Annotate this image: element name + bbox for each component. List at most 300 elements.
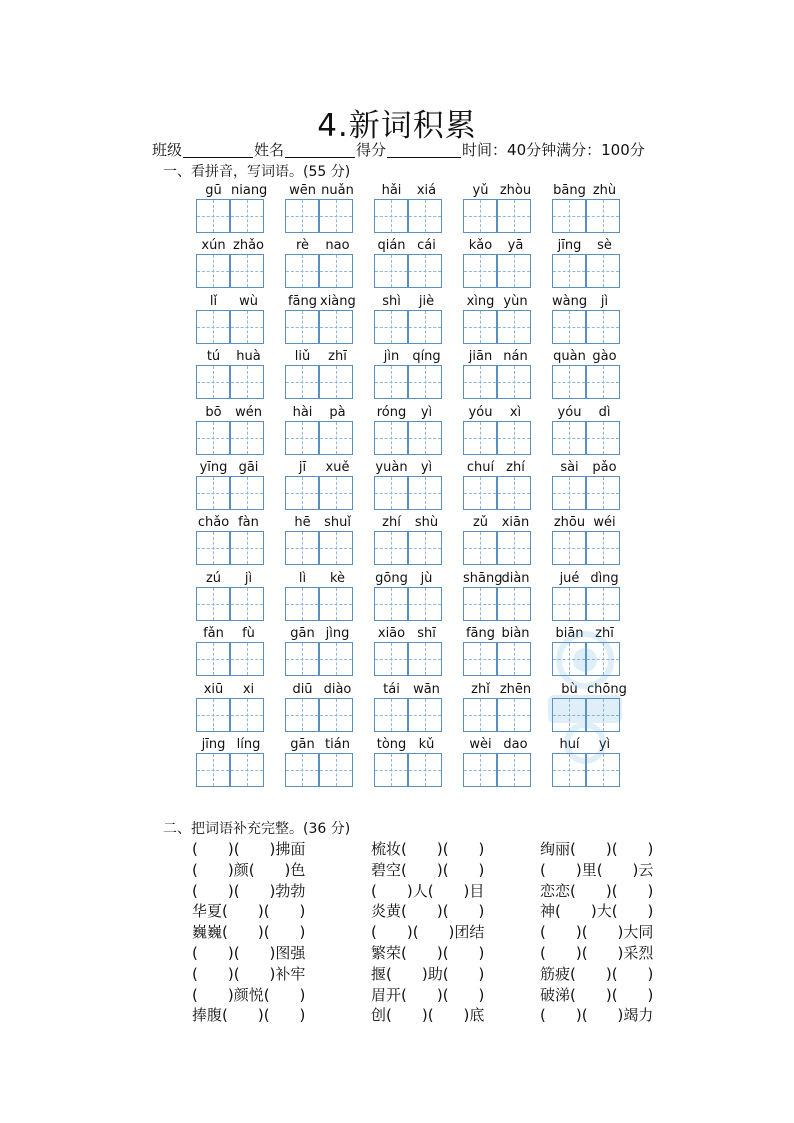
writing-box[interactable] [408, 753, 442, 787]
writing-box[interactable] [408, 642, 442, 676]
pinyin-syllable: zhī [328, 349, 347, 365]
writing-box[interactable] [285, 642, 319, 676]
writing-box[interactable] [552, 310, 586, 344]
pinyin-syllable: líng [236, 737, 261, 752]
pinyin-word-item [463, 460, 533, 512]
pinyin-word-item [374, 238, 444, 290]
pinyin-syllable: yóu [468, 404, 493, 420]
writing-box[interactable] [552, 365, 586, 399]
pinyin-syllable: tián [325, 737, 350, 752]
name-label: 姓名 [254, 141, 285, 159]
pinyin-syllable: xì [509, 404, 522, 420]
writing-box[interactable] [374, 310, 408, 344]
pinyin-syllable: yì [420, 404, 433, 420]
section1-heading: 一、看拼音，写词语。(55 分) [163, 164, 351, 180]
writing-box[interactable] [586, 531, 620, 565]
pinyin-syllable: shī [417, 626, 436, 642]
pinyin-word-item [463, 238, 533, 290]
pinyin-syllable: pà [329, 404, 346, 420]
pinyin-syllable: xiá [416, 183, 437, 198]
writing-box[interactable] [586, 421, 620, 455]
writing-box[interactable] [552, 199, 586, 233]
idiom-fill-item[interactable]: 碧空( )( ) [371, 860, 485, 879]
pinyin-syllable: xiāo [377, 626, 406, 642]
writing-box[interactable] [319, 587, 353, 621]
pinyin-syllable: yùn [503, 293, 528, 309]
pinyin-word-item [374, 294, 444, 346]
writing-box[interactable] [285, 254, 319, 288]
pinyin-syllable: nán [503, 349, 528, 365]
pinyin-word-item [285, 294, 355, 346]
pinyin-word-item [552, 183, 622, 235]
pinyin-word-item [196, 682, 266, 734]
pinyin-word-item [552, 294, 622, 346]
writing-box[interactable] [285, 365, 319, 399]
pinyin-word-item [552, 515, 622, 567]
pinyin-syllable: chōng [587, 681, 627, 697]
pinyin-word-item [196, 737, 266, 789]
writing-box[interactable] [463, 531, 497, 565]
pinyin-syllable: hē [294, 515, 311, 531]
pinyin-syllable: gū [205, 183, 222, 198]
pinyin-syllable: cái [417, 238, 436, 254]
pinyin-syllable: wàng [552, 293, 588, 309]
idiom-fill-item[interactable]: ( )里( )云 [540, 860, 654, 879]
writing-box[interactable] [408, 587, 442, 621]
writing-box[interactable] [230, 698, 264, 732]
writing-box[interactable] [463, 310, 497, 344]
pinyin-syllable: tòng [376, 737, 407, 752]
section2-heading: 二、把词语补充完整。(36 分) [163, 821, 351, 837]
writing-box[interactable] [285, 310, 319, 344]
writing-box[interactable] [230, 531, 264, 565]
writing-box[interactable] [586, 310, 620, 344]
pinyin-syllable: huí [559, 737, 580, 752]
pinyin-syllable: qíng [412, 349, 441, 365]
idiom-fill-item[interactable]: 梳妆( )( ) [371, 840, 485, 858]
pinyin-word-item [374, 460, 444, 512]
idiom-fill-item[interactable]: 捧腹( )( ) [192, 1006, 306, 1025]
pinyin-syllable: kǔ [418, 737, 435, 752]
writing-box[interactable] [319, 365, 353, 399]
pinyin-syllable: jì [600, 293, 609, 309]
pinyin-syllable: yóu [557, 404, 582, 420]
name-blank[interactable] [285, 143, 355, 158]
pinyin-word-item [552, 405, 622, 457]
idiom-fill-item[interactable]: ( )( )补牢 [192, 964, 306, 983]
writing-box[interactable] [497, 421, 531, 455]
pinyin-syllable: sè [597, 238, 612, 254]
class-label: 班级 [152, 141, 183, 159]
pinyin-word-item [285, 626, 355, 678]
writing-box[interactable] [374, 254, 408, 288]
pinyin-word-item [374, 349, 444, 401]
pinyin-word-item [285, 405, 355, 457]
pinyin-syllable: zhǐ [471, 681, 490, 697]
pinyin-syllable: zhōu [553, 515, 586, 531]
pinyin-word-item [463, 571, 533, 623]
pinyin-word-item [463, 682, 533, 734]
pinyin-word-item [552, 349, 622, 401]
idiom-fill-item[interactable]: 破涕( )( ) [540, 985, 654, 1004]
writing-box[interactable] [285, 199, 319, 233]
writing-box[interactable] [196, 642, 230, 676]
writing-box[interactable] [319, 698, 353, 732]
writing-box[interactable] [374, 642, 408, 676]
writing-box[interactable] [408, 421, 442, 455]
idiom-fill-item[interactable]: 华夏( )( ) [192, 902, 306, 921]
pinyin-syllable: zhù [592, 183, 617, 198]
writing-box[interactable] [463, 254, 497, 288]
pinyin-syllable: róng [376, 404, 407, 420]
pinyin-syllable: bō [205, 404, 222, 420]
writing-box[interactable] [319, 310, 353, 344]
pinyin-syllable: niang [231, 183, 268, 198]
pinyin-syllable: nuǎn [321, 183, 354, 198]
pinyin-syllable: bāng [553, 183, 586, 198]
writing-box[interactable] [374, 421, 408, 455]
writing-box[interactable] [552, 531, 586, 565]
writing-box[interactable] [374, 753, 408, 787]
idiom-fill-item[interactable]: 筋疲( )( ) [540, 964, 654, 983]
idiom-fill-item[interactable]: 创( )( )底 [371, 1006, 485, 1025]
pinyin-syllable: lì [298, 570, 307, 586]
idiom-fill-item[interactable]: 揠( )助( ) [371, 964, 485, 983]
writing-box[interactable] [196, 199, 230, 233]
pinyin-syllable: jī [298, 460, 307, 475]
writing-box[interactable] [319, 476, 353, 510]
pinyin-syllable: bù [561, 681, 578, 697]
writing-box[interactable] [463, 199, 497, 233]
pinyin-word-item [196, 626, 266, 678]
writing-box[interactable] [374, 698, 408, 732]
school-seal-watermark [540, 625, 630, 765]
writing-box[interactable] [586, 476, 620, 510]
writing-box[interactable] [285, 476, 319, 510]
time-and-score: 时间：40分钟满分：100分 [462, 141, 645, 159]
writing-box[interactable] [374, 199, 408, 233]
writing-box[interactable] [374, 587, 408, 621]
pinyin-syllable: sài [560, 460, 579, 475]
pinyin-syllable: wēn [289, 183, 316, 198]
writing-box[interactable] [497, 365, 531, 399]
pinyin-word-item [552, 238, 622, 290]
idiom-fill-item[interactable]: 巍巍( )( ) [192, 923, 306, 942]
writing-box[interactable] [285, 421, 319, 455]
writing-box[interactable] [285, 753, 319, 787]
pinyin-syllable: chǎo [197, 515, 230, 531]
writing-box[interactable] [463, 365, 497, 399]
pinyin-syllable: liǔ [294, 349, 311, 365]
writing-box[interactable] [463, 421, 497, 455]
pinyin-word-item [196, 294, 266, 346]
writing-box[interactable] [319, 421, 353, 455]
writing-box[interactable] [196, 476, 230, 510]
idiom-fill-item[interactable]: ( )( )图强 [192, 944, 306, 962]
pinyin-syllable: wén [235, 404, 262, 420]
pinyin-word-item [374, 515, 444, 567]
pinyin-syllable: yì [598, 737, 611, 752]
pinyin-syllable: shì [382, 293, 401, 309]
pinyin-syllable: diū [292, 681, 313, 697]
writing-box[interactable] [196, 698, 230, 732]
writing-box[interactable] [230, 642, 264, 676]
writing-box[interactable] [319, 199, 353, 233]
idiom-fill-item[interactable]: 眉开( )( ) [371, 985, 485, 1004]
pinyin-syllable: jiān [468, 349, 493, 365]
writing-box[interactable] [586, 587, 620, 621]
writing-box[interactable] [319, 531, 353, 565]
writing-box[interactable] [230, 587, 264, 621]
writing-box[interactable] [374, 476, 408, 510]
writing-box[interactable] [230, 254, 264, 288]
class-blank[interactable] [183, 143, 253, 158]
pinyin-syllable: shuǐ [324, 515, 351, 531]
pinyin-syllable: jué [559, 570, 580, 586]
writing-box[interactable] [408, 698, 442, 732]
idiom-fill-item[interactable]: 繁荣( )( ) [371, 944, 485, 962]
pinyin-word-item [285, 682, 355, 734]
pinyin-syllable: diàn [501, 570, 530, 586]
pinyin-syllable: gāi [238, 460, 259, 475]
idiom-fill-item[interactable]: ( )颜( )色 [192, 860, 306, 879]
writing-box[interactable] [463, 753, 497, 787]
writing-box[interactable] [463, 587, 497, 621]
pinyin-word-item [463, 294, 533, 346]
idiom-fill-item[interactable]: ( )( )竭力 [540, 1006, 654, 1025]
writing-box[interactable] [230, 199, 264, 233]
writing-box[interactable] [230, 310, 264, 344]
pinyin-syllable: zhī [595, 626, 614, 642]
pinyin-syllable: yǔ [472, 183, 489, 198]
pinyin-word-item [285, 737, 355, 789]
writing-box[interactable] [285, 587, 319, 621]
idiom-fill-item[interactable]: ( )( )采烈 [540, 944, 654, 962]
pinyin-word-item [374, 737, 444, 789]
writing-box[interactable] [463, 476, 497, 510]
writing-box[interactable] [497, 698, 531, 732]
pinyin-syllable: xuě [325, 460, 350, 475]
pinyin-syllable: fāng [465, 626, 496, 642]
pinyin-word-item [196, 238, 266, 290]
writing-box[interactable] [374, 365, 408, 399]
writing-box[interactable] [497, 254, 531, 288]
pinyin-syllable: gān [290, 737, 315, 752]
writing-box[interactable] [497, 476, 531, 510]
pinyin-syllable: biān [555, 626, 584, 642]
writing-box[interactable] [552, 254, 586, 288]
pinyin-syllable: jīng [201, 737, 226, 752]
writing-box[interactable] [230, 365, 264, 399]
writing-box[interactable] [586, 199, 620, 233]
writing-box[interactable] [319, 642, 353, 676]
pinyin-syllable: tú [206, 349, 221, 365]
writing-box[interactable] [463, 698, 497, 732]
writing-box[interactable] [497, 753, 531, 787]
page-title: 4.新词积累 [317, 108, 477, 144]
writing-box[interactable] [497, 642, 531, 676]
pinyin-syllable: kè [329, 570, 346, 586]
pinyin-syllable: huà [236, 349, 261, 365]
pinyin-word-item [196, 405, 266, 457]
pinyin-syllable: jiè [418, 293, 435, 309]
writing-box[interactable] [408, 310, 442, 344]
pinyin-word-item [196, 571, 266, 623]
pinyin-syllable: diào [323, 681, 352, 697]
writing-box[interactable] [196, 421, 230, 455]
writing-box[interactable] [230, 476, 264, 510]
writing-box[interactable] [230, 421, 264, 455]
writing-box[interactable] [552, 476, 586, 510]
student-info-line [152, 139, 645, 160]
pinyin-word-item [285, 460, 355, 512]
pinyin-syllable: xiū [203, 681, 224, 697]
pinyin-syllable: tái [383, 681, 400, 697]
pinyin-syllable: jìn [383, 349, 400, 365]
pinyin-syllable: chuí [466, 460, 495, 475]
writing-box[interactable] [408, 199, 442, 233]
writing-box[interactable] [230, 753, 264, 787]
pinyin-syllable: rè [295, 238, 310, 254]
writing-box[interactable] [196, 310, 230, 344]
idiom-fill-item[interactable]: 炎黄( )( ) [371, 902, 485, 921]
pinyin-word-item [552, 460, 622, 512]
pinyin-word-item [463, 183, 533, 235]
pinyin-word-item [196, 349, 266, 401]
writing-box[interactable] [196, 365, 230, 399]
pinyin-syllable: yīng [199, 460, 228, 475]
pinyin-word-item [196, 515, 266, 567]
pinyin-syllable: biàn [501, 626, 530, 642]
pinyin-word-item [285, 515, 355, 567]
pinyin-word-item [463, 626, 533, 678]
pinyin-syllable: wān [413, 681, 440, 697]
pinyin-word-item [463, 515, 533, 567]
pinyin-syllable: wéi [593, 515, 616, 531]
idiom-fill-item[interactable]: ( )( )勃勃 [192, 881, 306, 900]
pinyin-syllable: zú [205, 570, 222, 586]
pinyin-syllable: xiàng [320, 293, 356, 309]
writing-box[interactable] [319, 254, 353, 288]
writing-box[interactable] [196, 531, 230, 565]
pinyin-syllable: fǎn [203, 626, 224, 642]
writing-box[interactable] [497, 587, 531, 621]
writing-box[interactable] [408, 254, 442, 288]
pinyin-syllable: shāng [463, 570, 503, 586]
pinyin-syllable: dì [598, 404, 611, 420]
pinyin-syllable: zhòu [499, 183, 532, 198]
pinyin-word-item [285, 571, 355, 623]
pinyin-word-item [463, 405, 533, 457]
pinyin-syllable: hài [292, 404, 313, 420]
pinyin-syllable: dìng [590, 570, 619, 586]
pinyin-syllable: qián [377, 238, 406, 254]
pinyin-word-item [374, 183, 444, 235]
writing-box[interactable] [196, 753, 230, 787]
writing-box[interactable] [586, 254, 620, 288]
writing-box[interactable] [552, 421, 586, 455]
writing-box[interactable] [285, 531, 319, 565]
pinyin-syllable: xiān [501, 515, 530, 531]
pinyin-syllable: xi [242, 681, 255, 697]
score-blank[interactable] [387, 143, 461, 158]
pinyin-syllable: wù [239, 293, 258, 309]
pinyin-syllable: kǎo [468, 238, 493, 254]
pinyin-word-item [374, 405, 444, 457]
idiom-fill-item[interactable]: 神( )大( ) [540, 902, 654, 921]
writing-box[interactable] [552, 587, 586, 621]
pinyin-syllable: gān [290, 626, 315, 642]
writing-box[interactable] [497, 531, 531, 565]
pinyin-syllable: zhēn [499, 681, 532, 697]
pinyin-syllable: zhí [506, 460, 525, 475]
writing-box[interactable] [497, 199, 531, 233]
idiom-fill-item[interactable]: ( )人( )目 [371, 881, 485, 900]
score-label: 得分 [356, 141, 387, 159]
pinyin-syllable: jì [244, 570, 253, 586]
pinyin-syllable: quàn [553, 349, 586, 365]
pinyin-syllable: gào [592, 349, 617, 365]
pinyin-word-item [285, 238, 355, 290]
pinyin-syllable: yuàn [375, 460, 408, 475]
pinyin-syllable: yā [507, 238, 524, 254]
writing-box[interactable] [285, 698, 319, 732]
pinyin-syllable: shù [414, 515, 439, 531]
pinyin-word-item [374, 571, 444, 623]
pinyin-word-item [463, 737, 533, 789]
writing-box[interactable] [374, 531, 408, 565]
pinyin-word-item [285, 183, 355, 235]
writing-box[interactable] [586, 365, 620, 399]
pinyin-syllable: hǎi [381, 183, 402, 198]
writing-box[interactable] [408, 531, 442, 565]
pinyin-syllable: jìng [325, 626, 350, 642]
pinyin-syllable: xún [201, 238, 226, 254]
idiom-fill-item[interactable]: ( )( )拂面 [192, 840, 306, 858]
pinyin-syllable: fàn [238, 515, 259, 531]
pinyin-word-item [374, 626, 444, 678]
pinyin-syllable: wèi [469, 737, 492, 752]
pinyin-syllable: zhǎo [233, 238, 264, 254]
idiom-fill-item[interactable]: 恋恋( )( ) [540, 881, 654, 900]
pinyin-syllable: yì [420, 460, 433, 475]
writing-box[interactable] [463, 642, 497, 676]
pinyin-word-item [374, 682, 444, 734]
pinyin-syllable: pǎo [592, 460, 617, 475]
pinyin-word-item [196, 183, 266, 235]
writing-box[interactable] [196, 254, 230, 288]
writing-box[interactable] [497, 310, 531, 344]
idiom-fill-item[interactable]: ( )颜悦( ) [192, 985, 306, 1004]
idiom-fill-item[interactable]: ( )( )大同 [540, 923, 654, 942]
pinyin-word-item [196, 460, 266, 512]
writing-box[interactable] [196, 587, 230, 621]
pinyin-word-item [463, 349, 533, 401]
pinyin-syllable: zhí [382, 515, 401, 531]
pinyin-syllable: dao [503, 737, 528, 752]
pinyin-word-item [552, 571, 622, 623]
pinyin-syllable: nao [325, 238, 350, 254]
writing-box[interactable] [408, 476, 442, 510]
writing-box[interactable] [408, 365, 442, 399]
pinyin-syllable: jīng [557, 238, 582, 254]
pinyin-syllable: fù [242, 626, 255, 642]
writing-box[interactable] [319, 753, 353, 787]
idiom-fill-item[interactable]: 绚丽( )( ) [540, 840, 654, 858]
pinyin-word-item [285, 349, 355, 401]
pinyin-syllable: gōng [375, 570, 408, 586]
idiom-fill-item[interactable]: ( )( )团结 [371, 923, 485, 942]
